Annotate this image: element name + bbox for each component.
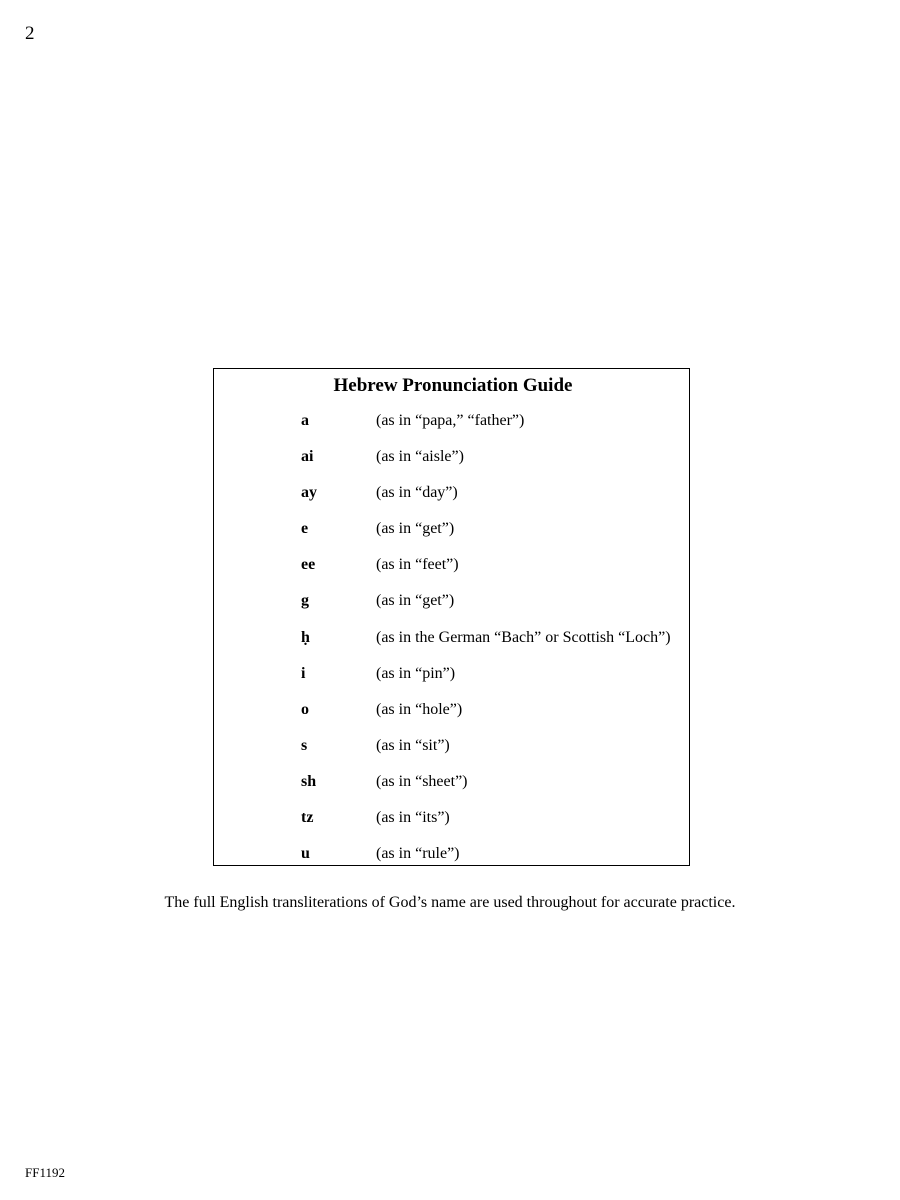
guide-row (214, 626, 691, 662)
guide-example: (as in “hole”) (376, 700, 463, 718)
guide-letter: e (301, 520, 309, 538)
guide-row (214, 517, 691, 553)
guide-example: (as in “sit”) (376, 736, 450, 754)
guide-letter: ḥ (301, 628, 310, 646)
guide-letter: o (301, 700, 309, 718)
pronunciation-guide-box (213, 368, 690, 866)
guide-example: (as in “get”) (376, 592, 455, 610)
document-code: FF1192 (25, 1165, 65, 1180)
guide-row (214, 770, 691, 806)
guide-letter: a (301, 412, 309, 429)
guide-title: Hebrew Pronunciation Guide (333, 375, 573, 396)
guide-letter: tz (301, 809, 314, 827)
guide-example: (as in “pin”) (376, 664, 456, 682)
guide-example: (as in “feet”) (376, 556, 459, 574)
guide-letter: g (301, 592, 309, 610)
guide-example: (as in “get”) (376, 520, 455, 538)
guide-row (214, 589, 691, 625)
guide-example: (as in “sheet”) (376, 772, 468, 790)
guide-example: (as in “its”) (376, 809, 450, 827)
guide-row (214, 734, 691, 770)
guide-example: (as in “day”) (376, 484, 458, 502)
guide-list (214, 409, 691, 878)
guide-row (214, 662, 691, 698)
guide-example: (as in “papa,” “father”) (376, 412, 525, 429)
guide-row (214, 481, 691, 517)
guide-row (214, 806, 691, 842)
guide-row (214, 698, 691, 734)
guide-row (214, 409, 691, 445)
guide-letter: ai (301, 448, 314, 466)
guide-letter: sh (301, 772, 317, 790)
guide-example: (as in “aisle”) (376, 448, 464, 466)
guide-example: (as in the German “Bach” or Scottish “Loch”) (376, 628, 671, 646)
guide-letter: i (301, 664, 306, 682)
guide-letter: ee (301, 556, 316, 574)
page-number: 2 (25, 23, 35, 44)
footnote: The full English transliterations of God’s name are used throughout for accurate practice. (164, 894, 736, 911)
guide-row (214, 445, 691, 481)
guide-row (214, 553, 691, 589)
guide-letter: s (301, 736, 308, 754)
guide-letter: ay (301, 484, 317, 502)
guide-row (214, 842, 691, 878)
guide-example: (as in “rule”) (376, 845, 460, 863)
guide-letter: u (301, 845, 310, 863)
